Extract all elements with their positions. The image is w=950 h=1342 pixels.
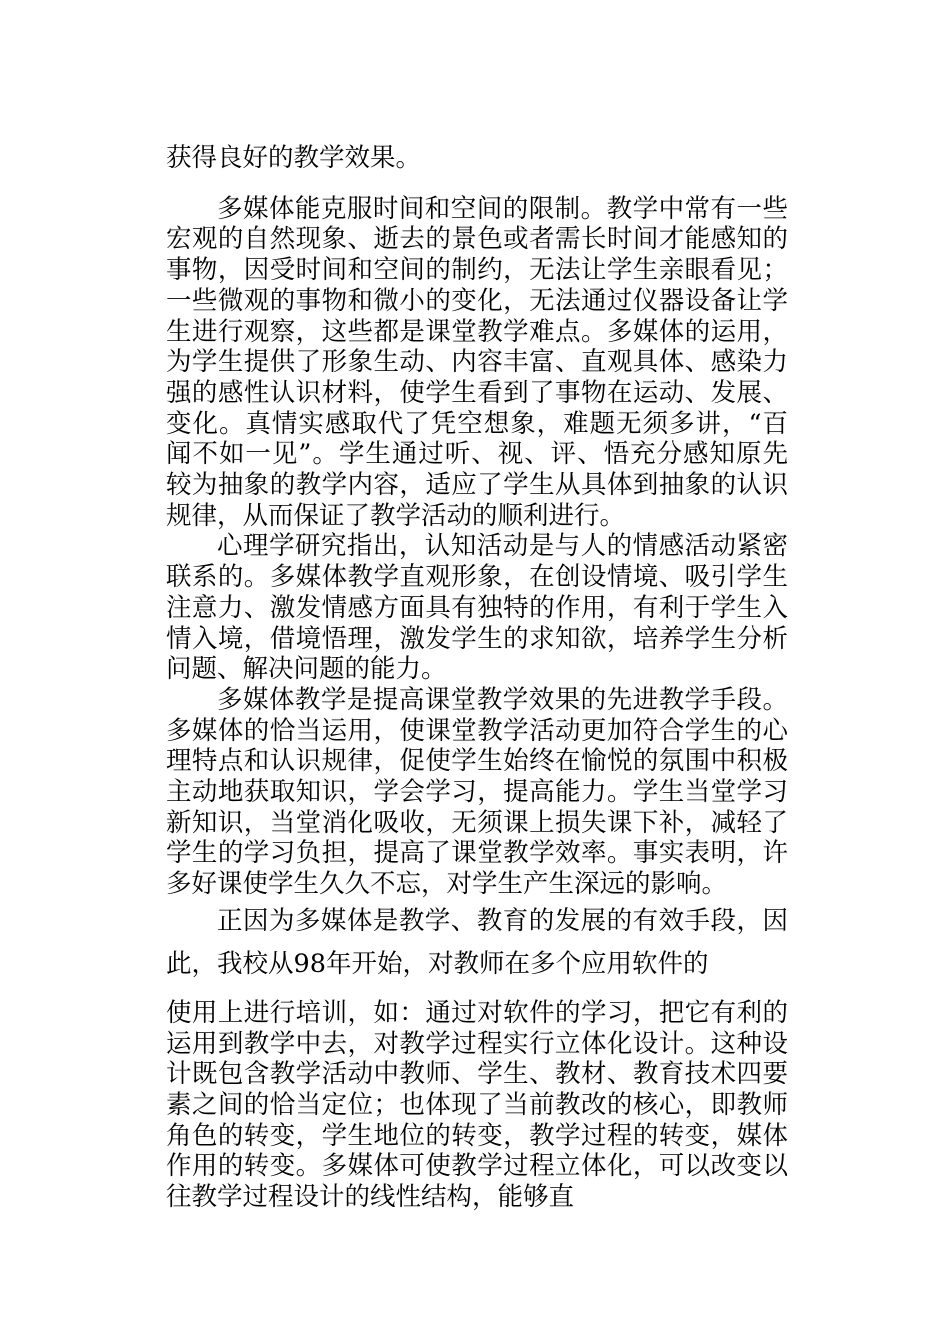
paragraph-multimedia-overcomes-limits: 多媒体能克服时间和空间的限制。教学中常有一些宏观的自然现象、逝去的景色或者需长时间才能感知的事物，因受时间和空间的制约，无法让学生亲眼看见；一些微观的事物和微小的变化，无法通过仪器设备让学生进行观察，这些都是课堂教学难点。多媒体的运用，为学生提供了形象生动、内容丰富、直观具体、感染力强的感性认识材料，使学生看到了事物在运动、发展、变化。真情实感取代了凭空想象，难题无须多讲，“百闻不如一见”。学生通过听、视、评、悟充分感知原先较为抽象的教学内容，适应了学生从具体到抽象的认识规律，从而保证了教学活动的顺利进行。 [166,193,788,531]
document-body [166,143,788,1213]
paragraph-continuation: 获得良好的教学效果。 [166,143,422,173]
paragraph-advanced-teaching-means: 多媒体教学是提高课堂教学效果的先进教学手段。多媒体的恰当运用，使课堂教学活动更加符合学生的心理特点和认识规律，促使学生始终在愉悦的氛围中积极主动地获取知识，学会学习，提高能力。学生当堂学习新知识，当堂消化吸收，无须课上损失课下补，减轻了学生的学习负担，提高了课堂教学效率。事实表明，许多好课使学生久久不忘，对学生产生深远的影响。 [166,684,788,900]
paragraph-school-training-start: 正因为多媒体是教学、教育的发展的有效手段，因此，我校从98年开始，对教师在多个应用软件的 [166,905,788,979]
paragraph-school-training-continued: 使用上进行培训，如：通过对软件的学习，把它有利的运用到教学中去，对教学过程实行立体化设计。这种设计既包含教学活动中教师、学生、教材、教育技术四要素之间的恰当定位；也体现了当前教改的核心，即教师角色的转变，学生地位的转变，教学过程的转变，媒体作用的转变。多媒体可使教学过程立体化，可以改变以往教学过程设计的线性结构，能够直 [166,997,788,1213]
paragraph-psychology-research: 心理学研究指出，认知活动是与人的情感活动紧密联系的。多媒体教学直观形象，在创设情境、吸引学生注意力、激发情感方面具有独特的作用，有利于学生入情入境，借境悟理，激发学生的求知欲，培养学生分析问题、解决问题的能力。 [166,531,788,685]
